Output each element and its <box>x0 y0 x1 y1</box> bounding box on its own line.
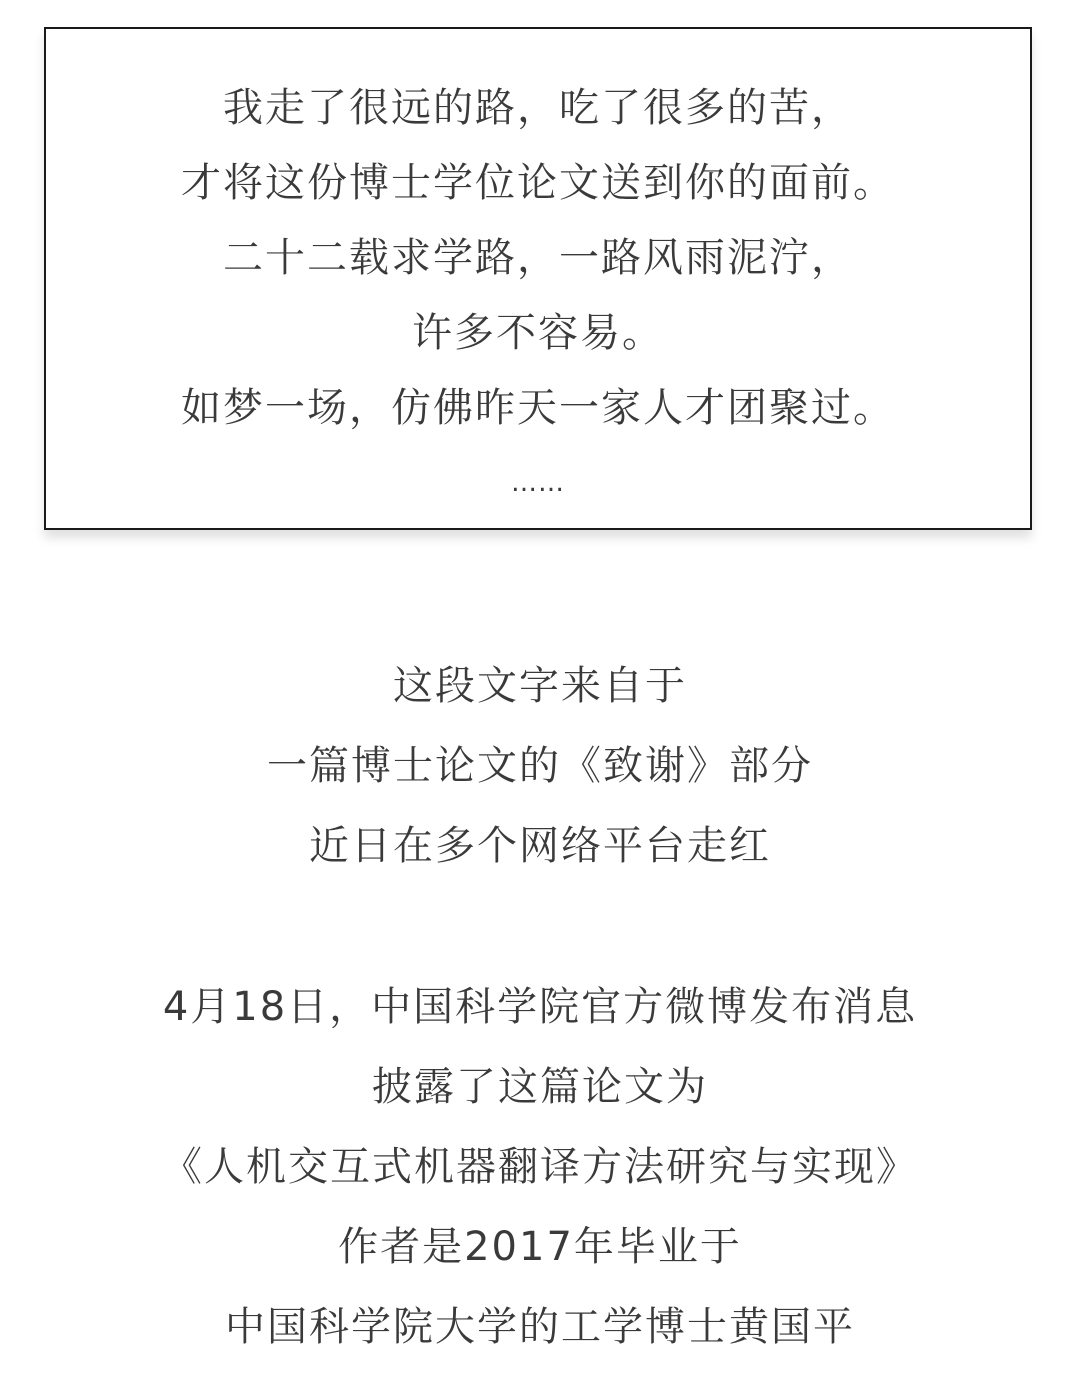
quote-line-1: 我走了很远的路，吃了很多的苦， <box>223 85 853 131</box>
quote-line-5: 如梦一场，仿佛昨天一家人才团聚过。 <box>181 385 895 431</box>
intro-line-2: 一篇博士论文的《致谢》部分 <box>267 743 813 789</box>
details-line-1: 4月18日，中国科学院官方微博发布消息 <box>162 984 918 1030</box>
quote-line-2: 才将这份博士学位论文送到你的面前。 <box>181 160 895 206</box>
details-paragraph <box>0 967 1080 1367</box>
intro-line-3: 近日在多个网络平台走红 <box>309 823 771 869</box>
quote-line-3: 二十二载求学路，一路风雨泥泞， <box>223 235 853 281</box>
intro-paragraph <box>0 646 1080 886</box>
details-line-4: 作者是2017年毕业于 <box>338 1224 742 1270</box>
details-line-3: 《人机交互式机器翻译方法研究与实现》 <box>162 1144 918 1190</box>
quote-box <box>44 27 1032 530</box>
quote-line-4: 许多不容易。 <box>412 310 664 356</box>
intro-line-1: 这段文字来自于 <box>393 663 687 709</box>
quote-text <box>46 71 1030 521</box>
details-line-2: 披露了这篇论文为 <box>372 1064 708 1110</box>
quote-ellipsis: …… <box>511 468 565 498</box>
details-line-5: 中国科学院大学的工学博士黄国平 <box>225 1304 855 1350</box>
